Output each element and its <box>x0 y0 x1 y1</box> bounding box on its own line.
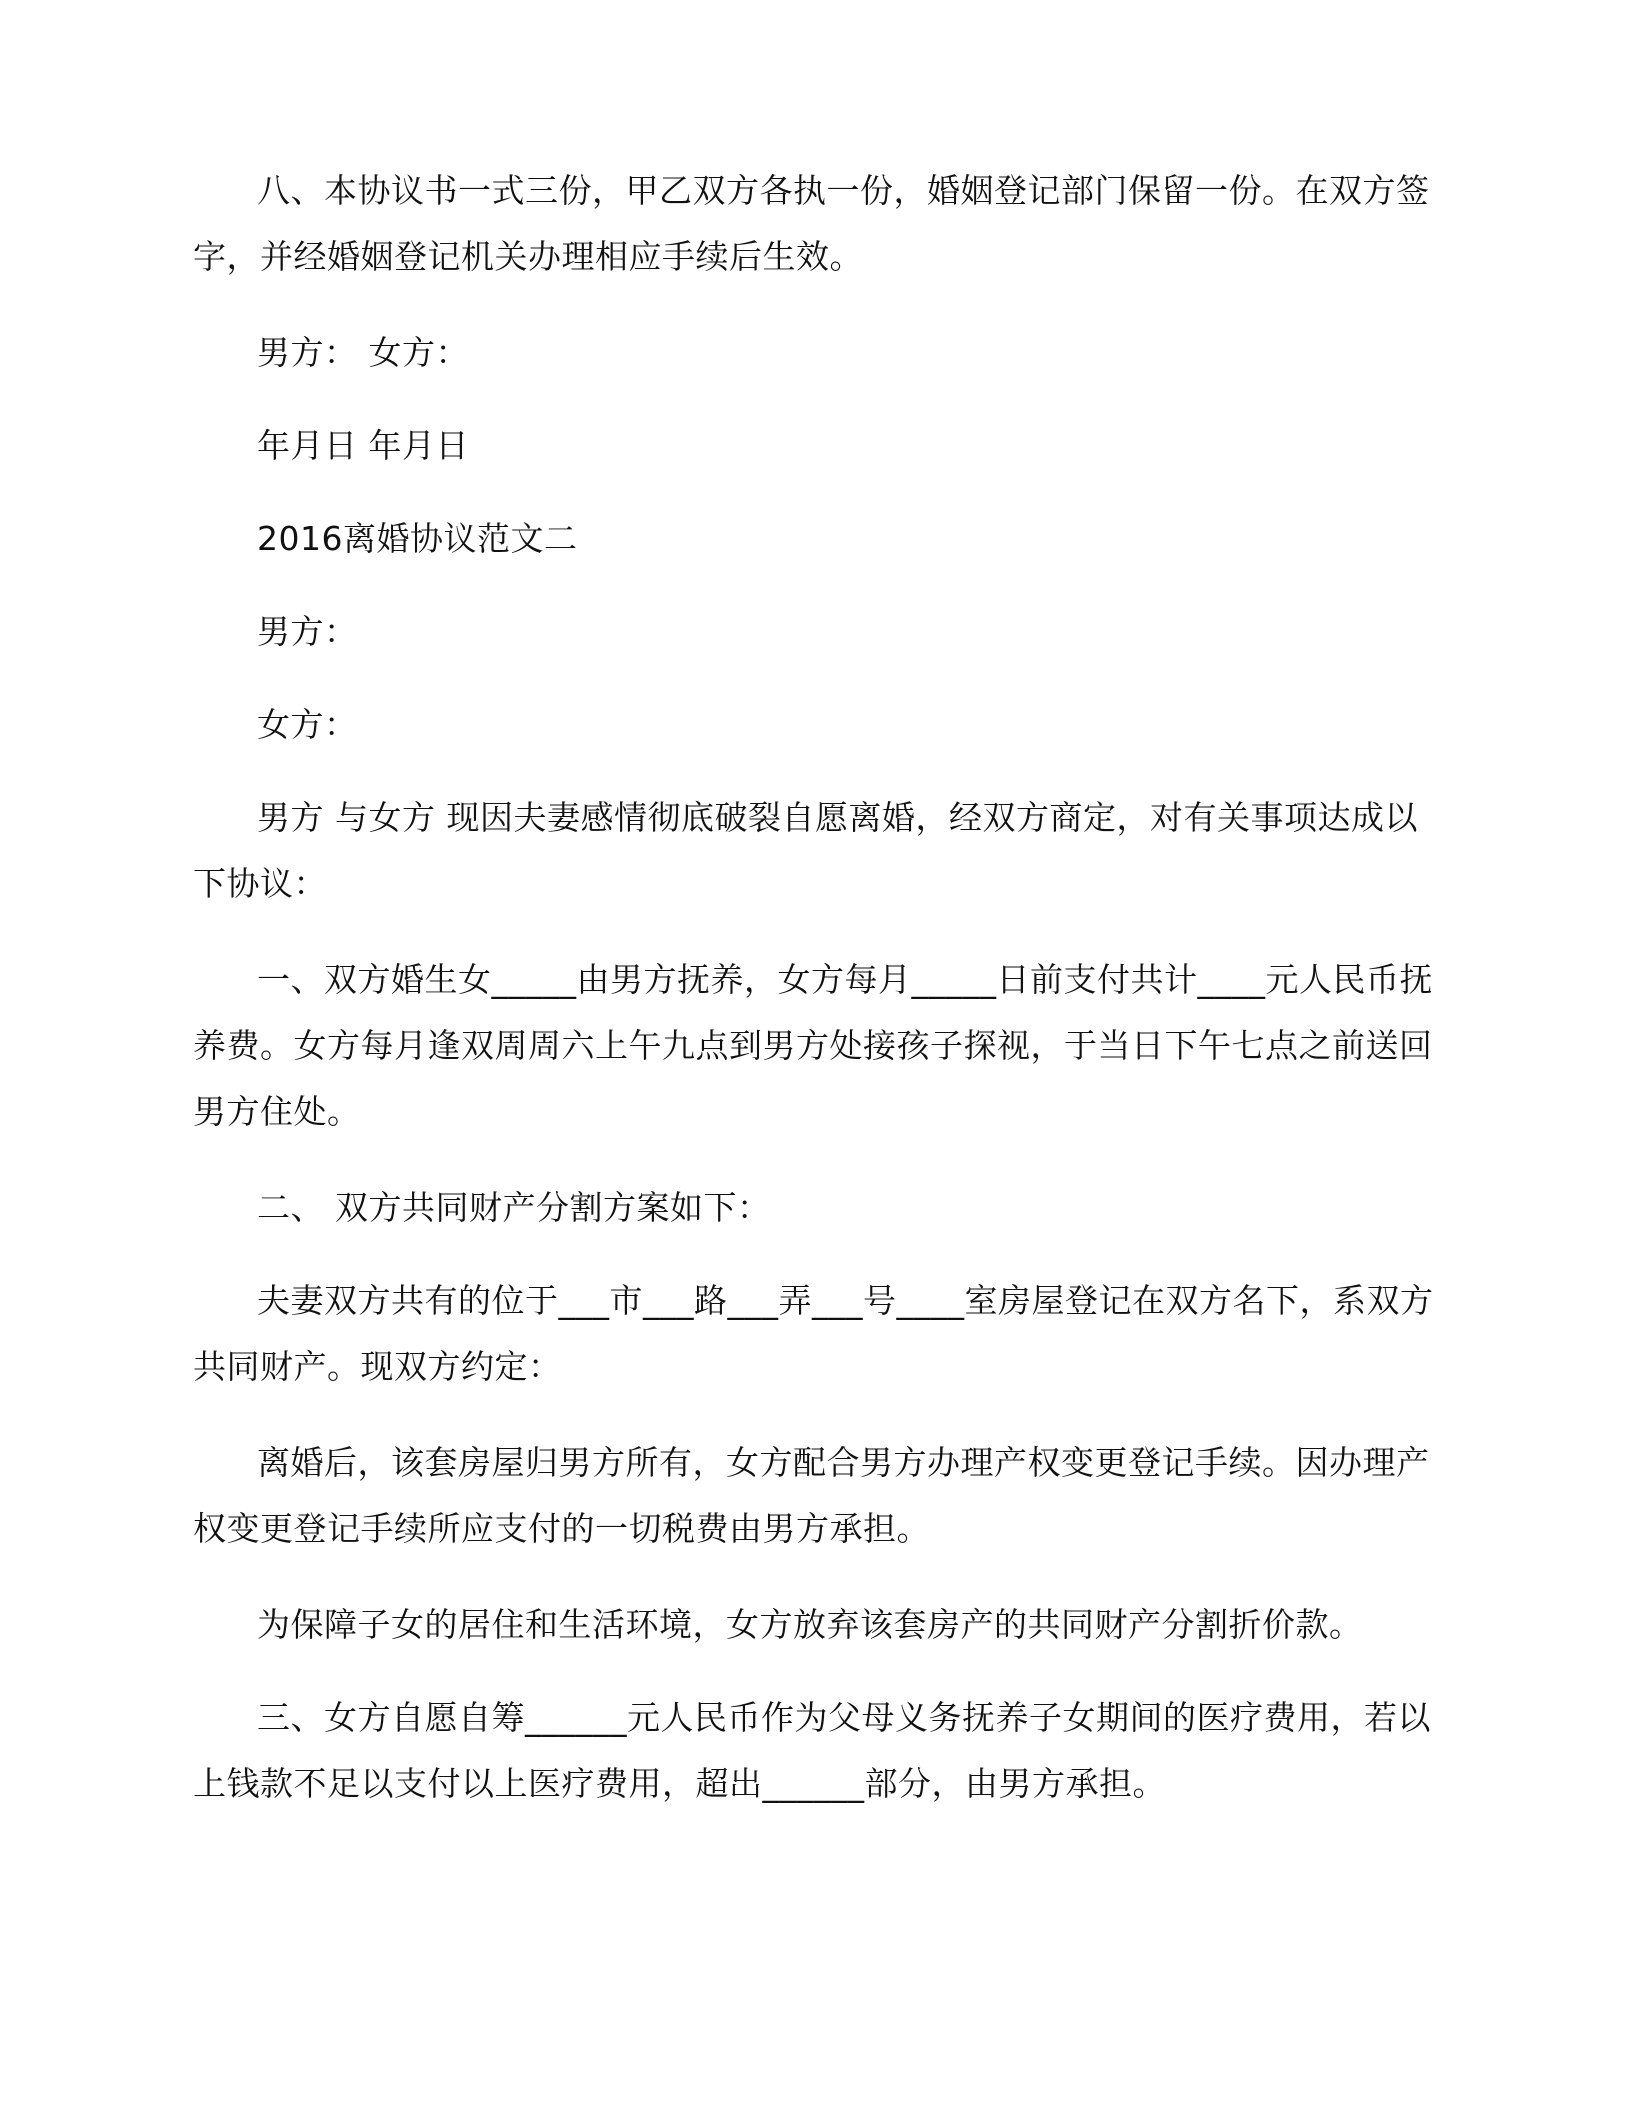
section-title: 2016离婚协议范文二 <box>257 519 578 558</box>
signature-parties-line: 男方： 女方： <box>257 333 469 372</box>
document-body <box>193 158 1443 1847</box>
agreement-preamble: 男方 与女方 现因夫妻感情彻底破裂自愿离婚，经双方商定，对有关事项达成以下协议： <box>193 798 1418 903</box>
clause-eight-paragraph: 八、本协议书一式三份，甲乙双方各执一份，婚姻登记部门保留一份。在双方签字，并经婚姻登记机关办理相应手续后生效。 <box>193 171 1430 276</box>
property-description-paragraph: 夫妻双方共有的位于___市___路___弄___号____室房屋登记在双方名下，系双方共同财产。现双方约定： <box>193 1281 1434 1386</box>
clause-three-paragraph: 三、女方自愿自筹______元人民币作为父母义务抚养子女期间的医疗费用，若以上钱款不足以支付以上医疗费用，超出______部分，由男方承担。 <box>193 1698 1431 1803</box>
clause-two-heading: 二、 双方共同财产分割方案如下： <box>257 1188 771 1227</box>
male-party-line: 男方： <box>257 612 358 651</box>
female-party-line: 女方： <box>257 705 358 744</box>
property-ownership-paragraph: 离婚后，该套房屋归男方所有，女方配合男方办理产权变更登记手续。因办理产权变更登记手续所应支付的一切税费由男方承担。 <box>193 1443 1430 1548</box>
signature-date-line: 年月日 年月日 <box>257 426 469 465</box>
property-waiver-paragraph: 为保障子女的居住和生活环境，女方放弃该套房产的共同财产分割折价款。 <box>257 1605 1363 1644</box>
clause-one-paragraph: 一、双方婚生女_____由男方抚养，女方每月_____日前支付共计____元人民币抚养费。女方每月逢双周周六上午九点到男方处接孩子探视，于当日下午七点之前送回男方住处。 <box>193 960 1433 1131</box>
